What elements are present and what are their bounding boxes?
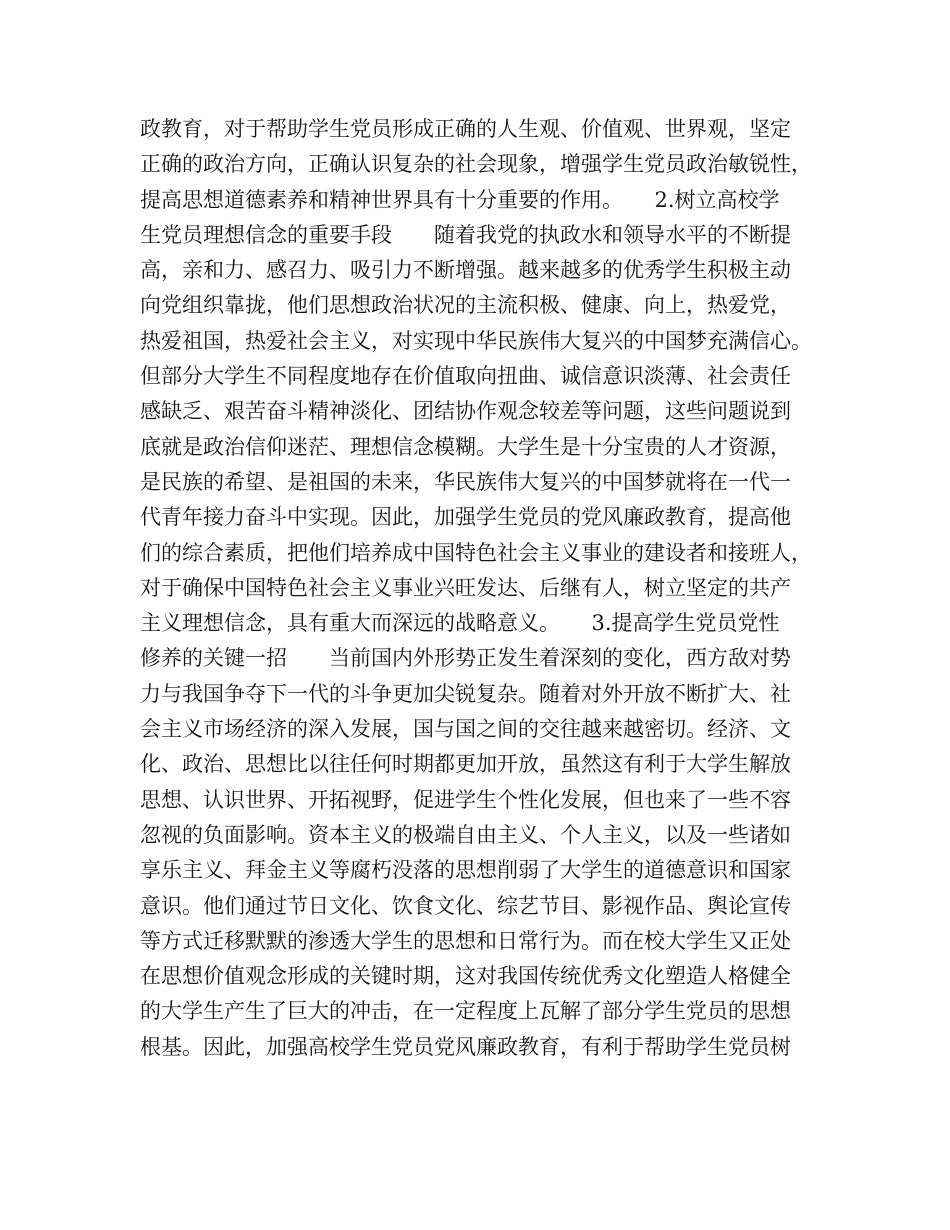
text-line: 化、政治、思想比以往任何时期都更加开放，虽然这有利于大学生解放 <box>140 752 791 777</box>
text-line: 思想、认识世界、开拓视野，促进学生个性化发展，但也来了一些不容 <box>140 787 791 812</box>
text-line: 热爱祖国，热爱社会主义，对实现中华民族伟大复兴的中国梦充满信心。 <box>140 328 812 353</box>
text-line: 享乐主义、拜金主义等腐朽没落的思想削弱了大学生的道德意识和国家 <box>140 858 791 883</box>
text-line: 修养的关键一招 当前国内外形势正发生着深刻的变化，西方敌对势 <box>140 646 791 671</box>
text-line: 们的综合素质，把他们培养成中国特色社会主义事业的建设者和接班人， <box>140 540 812 565</box>
text-line: 在思想价值观念形成的关键时期，这对我国传统优秀文化塑造人格健全 <box>140 964 791 989</box>
text-line: 对于确保中国特色社会主义事业兴旺发达、后继有人，树立坚定的共产 <box>140 575 791 600</box>
text-line: 的大学生产生了巨大的冲击，在一定程度上瓦解了部分学生党员的思想 <box>140 999 791 1024</box>
text-line: 会主义市场经济的深入发展，国与国之间的交往越来越密切。经济、文 <box>140 717 791 742</box>
text-line: 提高思想道德素养和精神世界具有十分重要的作用。 2.树立高校学 <box>140 187 780 212</box>
text-line: 政教育，对于帮助学生党员形成正确的人生观、价值观、世界观，坚定 <box>140 117 791 141</box>
text-line: 向党组织靠拢，他们思想政治状况的主流积极、健康、向上，热爱党， <box>140 293 791 318</box>
text-line: 底就是政治信仰迷茫、理想信念模糊。大学生是十分宝贵的人才资源， <box>140 434 791 459</box>
text-line: 生党员理想信念的重要手段 随着我党的执政水和领导水平的不断提 <box>140 222 791 247</box>
text-line: 主义理想信念，具有重大而深远的战略意义。 3.提高学生党员党性 <box>140 611 780 636</box>
text-line: 力与我国争夺下一代的斗争更加尖锐复杂。随着对外开放不断扩大、社 <box>140 681 791 706</box>
text-line: 等方式迁移默默的渗透大学生的思想和日常行为。而在校大学生又正处 <box>140 928 791 953</box>
text-line: 忽视的负面影响。资本主义的极端自由主义、个人主义，以及一些诸如 <box>140 822 791 847</box>
text-line: 但部分大学生不同程度地存在价值取向扭曲、诚信意识淡薄、社会责任 <box>140 364 791 389</box>
text-line: 代青年接力奋斗中实现。因此，加强学生党员的党风廉政教育，提高他 <box>140 505 791 530</box>
text-line: 正确的政治方向，正确认识复杂的社会现象，增强学生党员政治敏锐性， <box>140 152 812 177</box>
text-line: 高，亲和力、感召力、吸引力不断增强。越来越多的优秀学生积极主动 <box>140 258 791 283</box>
text-line: 根基。因此，加强高校学生党员党风廉政教育，有利于帮助学生党员树 <box>140 1034 791 1059</box>
text-line: 意识。他们通过节日文化、饮食文化、综艺节目、影视作品、舆论宣传 <box>140 893 791 918</box>
body-text <box>140 112 830 1065</box>
text-line: 是民族的希望、是祖国的未来，华民族伟大复兴的中国梦就将在一代一 <box>140 469 791 494</box>
text-line: 感缺乏、艰苦奋斗精神淡化、团结协作观念较差等问题，这些问题说到 <box>140 399 791 424</box>
